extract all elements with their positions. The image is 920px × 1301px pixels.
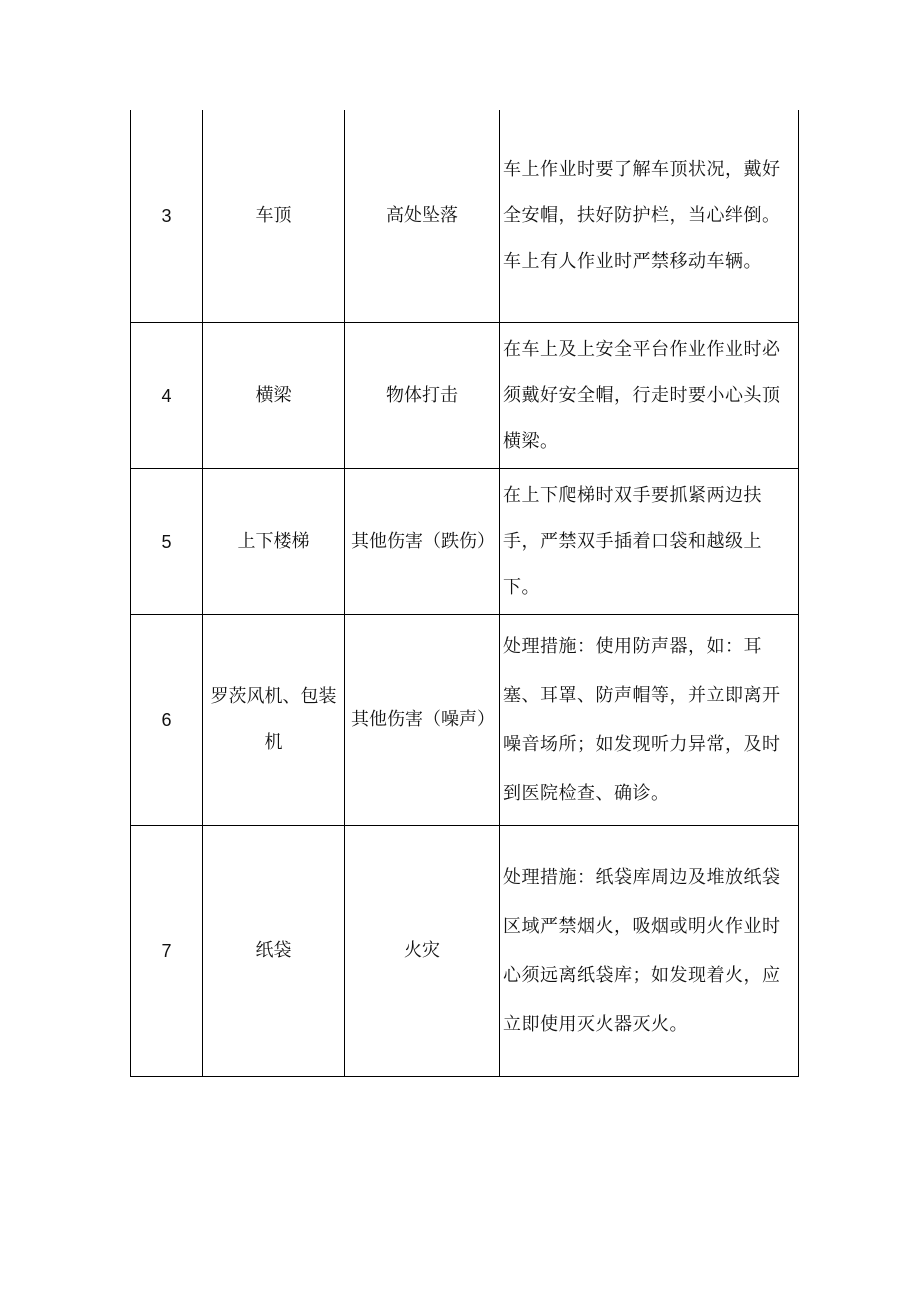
measure-cell xyxy=(500,323,799,469)
row-number: 3 xyxy=(161,206,172,226)
location-cell xyxy=(203,615,345,826)
hazard-cell xyxy=(345,110,500,323)
hazard-text: 高处坠落 xyxy=(386,205,458,226)
hazard-cell xyxy=(345,615,500,826)
row-number-cell xyxy=(131,826,203,1077)
hazard-table xyxy=(130,110,799,1077)
hazard-cell xyxy=(345,469,500,615)
location-text: 车顶 xyxy=(255,205,292,226)
location-cell xyxy=(203,323,345,469)
location-text: 上下楼梯 xyxy=(237,530,310,552)
row-number: 7 xyxy=(161,941,172,961)
measure-cell xyxy=(500,615,799,826)
location-cell xyxy=(203,469,345,615)
hazard-cell xyxy=(345,323,500,469)
hazard-text: 其他伤害（跌伤） xyxy=(351,530,495,552)
table-row xyxy=(131,110,799,323)
row-number-cell xyxy=(131,323,203,469)
table-row xyxy=(131,826,799,1077)
hazard-text: 火灾 xyxy=(404,940,440,961)
location-text: 横梁 xyxy=(255,384,292,406)
table-row xyxy=(131,323,799,469)
row-number-cell xyxy=(131,110,203,323)
row-number-cell xyxy=(131,615,203,826)
measure-cell xyxy=(500,110,799,323)
hazard-text: 物体打击 xyxy=(386,384,458,406)
row-number-cell xyxy=(131,469,203,615)
location-cell xyxy=(203,826,345,1077)
location-cell xyxy=(203,110,345,323)
table-row xyxy=(131,615,799,826)
measure-text: 处理措施：纸袋库周边及堆放纸袋区域严禁烟火，吸烟或明火作业时心须远离纸袋库；如发现着火，应立即使用灭火器灭火。 xyxy=(503,867,781,1035)
hazard-text: 其他伤害（噪声） xyxy=(351,709,495,730)
measure-cell xyxy=(500,469,799,615)
hazard-cell xyxy=(345,826,500,1077)
measure-text: 处理措施：使用防声器，如：耳塞、耳罩、防声帽等，并立即离开噪音场所；如发现听力异常，及时到医院检查、确诊。 xyxy=(503,636,781,804)
measure-text: 车上作业时要了解车顶状况，戴好全安帽，扶好防护栏，当心绊倒。车上有人作业时严禁移动车辆。 xyxy=(503,159,781,272)
location-text: 纸袋 xyxy=(255,940,292,961)
table-row xyxy=(131,469,799,615)
measure-text: 在车上及上安全平台作业作业时必须戴好安全帽，行走时要小心头顶横梁。 xyxy=(503,338,781,452)
row-number: 6 xyxy=(161,710,172,730)
measure-cell xyxy=(500,826,799,1077)
measure-text: 在上下爬梯时双手要抓紧两边扶手，严禁双手插着口袋和越级上下。 xyxy=(503,484,762,598)
row-number: 4 xyxy=(161,385,172,406)
row-number: 5 xyxy=(161,531,172,552)
location-text: 罗茨风机、包装机 xyxy=(210,686,337,753)
